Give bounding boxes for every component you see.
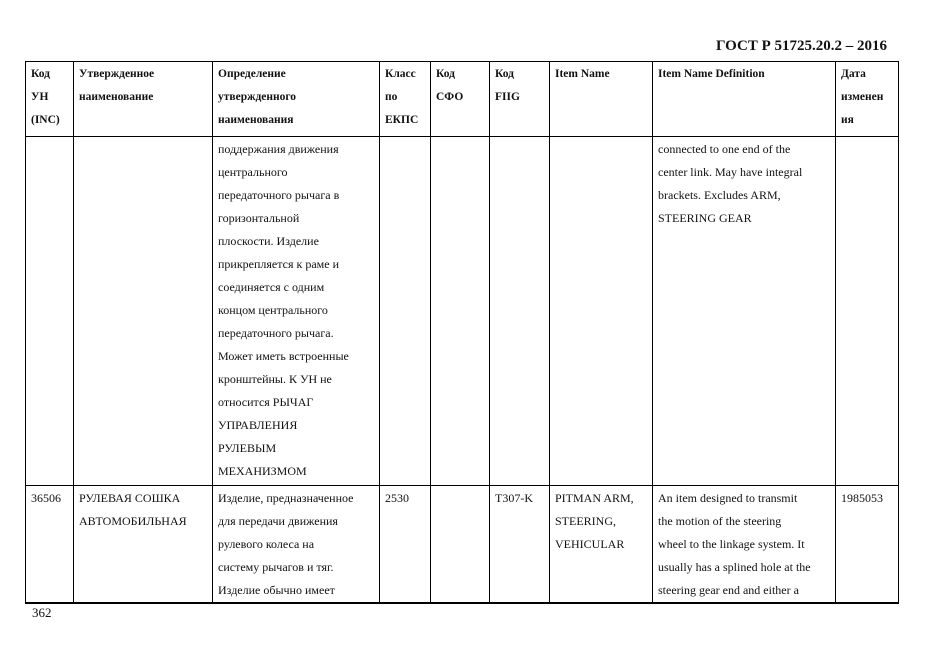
cell-item-name-definition: An item designed to transmit the motion of the steering wheel to the linkage system. It usually has a splined hole at the steering gear end and either a	[653, 486, 836, 604]
document-header: ГОСТ Р 51725.20.2 – 2016	[715, 38, 887, 54]
cell-definition: Изделие, предназначенное для передачи движения рулевого колеса на систему рычагов и тяг. Изделие обычно имеет	[213, 486, 380, 604]
col-header-item-name: Item Name	[550, 62, 653, 137]
table-header-row	[26, 62, 899, 137]
cell-approved-name	[74, 137, 213, 486]
col-header-ekps-class: Класс по ЕКПС	[380, 62, 431, 137]
table-row	[26, 486, 899, 604]
col-header-inc: Код УН (INC)	[26, 62, 74, 137]
col-header-approved-name: Утвержденное наименование	[74, 62, 213, 137]
cell-fiig-code: T307-K	[490, 486, 550, 604]
col-header-sfo-code: Код СФО	[431, 62, 490, 137]
cell-sfo-code	[431, 137, 490, 486]
cell-fiig-code	[490, 137, 550, 486]
cell-ekps-class	[380, 137, 431, 486]
cell-definition: поддержания движения центрального передаточного рычага в горизонтальной плоскости. Изделие прикрепляется к раме и соединяется с одним концом центрального передаточного рычага. Может иметь встроенные кронштейны. К УН не относится РЫЧАГ УПРАВЛЕНИЯ РУЛЕВЫМ МЕХАНИЗМОМ	[213, 137, 380, 486]
cell-item-name-definition: connected to one end of the center link. May have integral brackets. Excludes ARM, STEERING GEAR	[653, 137, 836, 486]
col-header-definition: Определение утвержденного наименования	[213, 62, 380, 137]
cell-inc	[26, 137, 74, 486]
cell-inc: 36506	[26, 486, 74, 604]
col-header-change-date: Дата изменен ия	[836, 62, 899, 137]
nomenclature-table	[25, 61, 899, 604]
col-header-item-name-definition: Item Name Definition	[653, 62, 836, 137]
cell-approved-name: РУЛЕВАЯ СОШКА АВТОМОБИЛЬНАЯ	[74, 486, 213, 604]
table-row	[26, 137, 899, 486]
page-number: 362	[32, 605, 52, 620]
cell-change-date: 1985053	[836, 486, 899, 604]
cell-sfo-code	[431, 486, 490, 604]
cell-change-date	[836, 137, 899, 486]
col-header-fiig-code: Код FIIG	[490, 62, 550, 137]
cell-item-name	[550, 137, 653, 486]
cell-ekps-class: 2530	[380, 486, 431, 604]
cell-item-name: PITMAN ARM, STEERING, VEHICULAR	[550, 486, 653, 604]
